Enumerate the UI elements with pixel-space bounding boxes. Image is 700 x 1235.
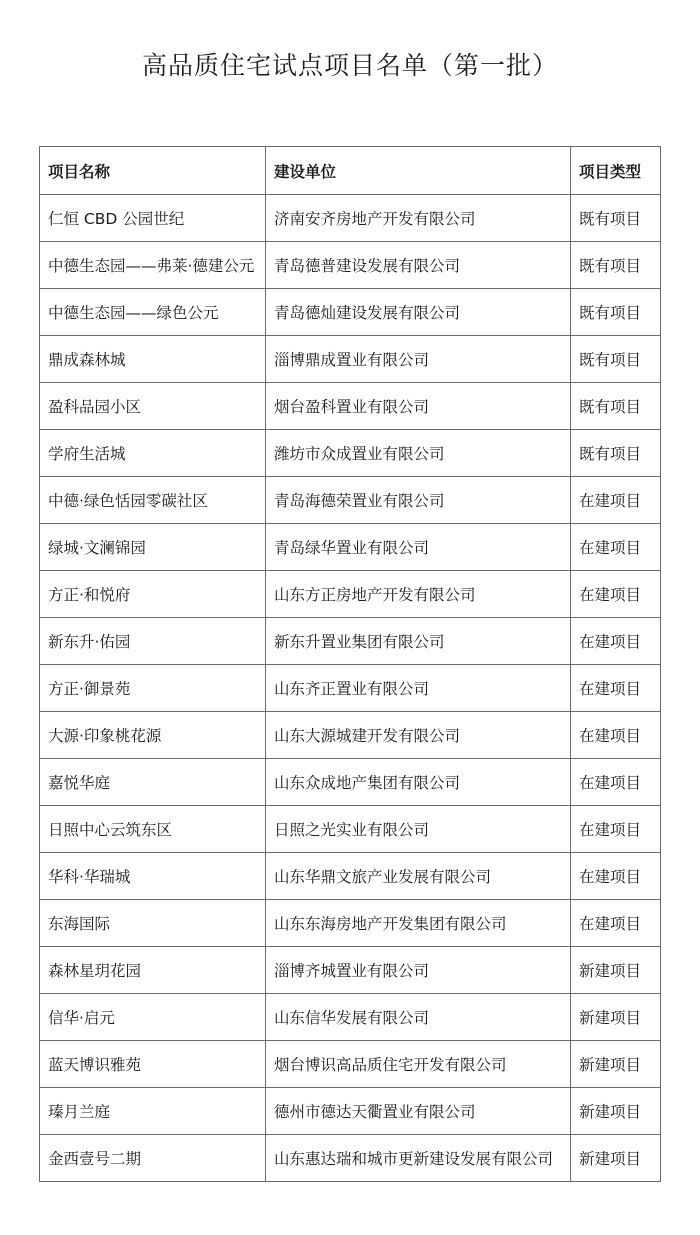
table-row	[40, 1041, 661, 1088]
cell-project-type: 新建项目	[571, 947, 661, 994]
table-row	[40, 289, 661, 336]
table-row	[40, 524, 661, 571]
cell-developer: 山东信华发展有限公司	[266, 994, 571, 1041]
cell-project-type: 在建项目	[571, 477, 661, 524]
table-row	[40, 806, 661, 853]
cell-developer: 淄博鼎成置业有限公司	[266, 336, 571, 383]
cell-project-name: 绿城·文澜锦园	[40, 524, 266, 571]
cell-developer: 山东惠达瑞和城市更新建设发展有限公司	[266, 1135, 571, 1182]
cell-developer: 山东方正房地产开发有限公司	[266, 571, 571, 618]
cell-project-name: 日照中心云筑东区	[40, 806, 266, 853]
cell-project-name: 金西壹号二期	[40, 1135, 266, 1182]
cell-developer: 日照之光实业有限公司	[266, 806, 571, 853]
cell-project-type: 新建项目	[571, 1088, 661, 1135]
cell-developer: 山东齐正置业有限公司	[266, 665, 571, 712]
cell-project-name: 方正·和悦府	[40, 571, 266, 618]
cell-project-name: 华科·华瑞城	[40, 853, 266, 900]
cell-developer: 新东升置业集团有限公司	[266, 618, 571, 665]
cell-project-type: 既有项目	[571, 242, 661, 289]
cell-project-name: 学府生活城	[40, 430, 266, 477]
cell-project-type: 新建项目	[571, 994, 661, 1041]
cell-project-type: 在建项目	[571, 524, 661, 571]
cell-project-type: 既有项目	[571, 430, 661, 477]
cell-developer: 山东华鼎文旅产业发展有限公司	[266, 853, 571, 900]
cell-project-type: 在建项目	[571, 900, 661, 947]
table-row	[40, 900, 661, 947]
table-header-row	[40, 147, 661, 195]
cell-project-name: 瑧月兰庭	[40, 1088, 266, 1135]
cell-project-type: 在建项目	[571, 665, 661, 712]
cell-developer: 青岛德灿建设发展有限公司	[266, 289, 571, 336]
cell-developer: 青岛绿华置业有限公司	[266, 524, 571, 571]
cell-project-name: 盈科品园小区	[40, 383, 266, 430]
table-row	[40, 665, 661, 712]
cell-developer: 淄博齐城置业有限公司	[266, 947, 571, 994]
cell-project-name: 新东升·佑园	[40, 618, 266, 665]
cell-project-type: 在建项目	[571, 806, 661, 853]
table-row	[40, 571, 661, 618]
table-row	[40, 712, 661, 759]
cell-project-name: 蓝天博识雅苑	[40, 1041, 266, 1088]
table-row	[40, 759, 661, 806]
page-title: 高品质住宅试点项目名单（第一批）	[141, 51, 558, 80]
cell-developer: 山东东海房地产开发集团有限公司	[266, 900, 571, 947]
cell-developer: 烟台盈科置业有限公司	[266, 383, 571, 430]
cell-project-name: 仁恒 CBD 公园世纪	[40, 195, 266, 242]
cell-project-type: 既有项目	[571, 383, 661, 430]
header-developer: 建设单位	[266, 147, 571, 195]
cell-project-name: 嘉悦华庭	[40, 759, 266, 806]
table-row	[40, 853, 661, 900]
cell-project-type: 既有项目	[571, 336, 661, 383]
cell-project-type: 既有项目	[571, 289, 661, 336]
cell-developer: 青岛德普建设发展有限公司	[266, 242, 571, 289]
cell-project-type: 在建项目	[571, 853, 661, 900]
cell-project-name: 信华·启元	[40, 994, 266, 1041]
cell-project-type: 在建项目	[571, 618, 661, 665]
cell-project-type: 新建项目	[571, 1041, 661, 1088]
cell-project-type: 在建项目	[571, 712, 661, 759]
cell-project-name: 中德生态园——弗莱·德建公元	[40, 242, 266, 289]
table-row	[40, 1135, 661, 1182]
cell-project-type: 在建项目	[571, 571, 661, 618]
cell-project-name: 大源·印象桃花源	[40, 712, 266, 759]
cell-project-name: 中德·绿色恬园零碳社区	[40, 477, 266, 524]
table-row	[40, 430, 661, 477]
table-row	[40, 195, 661, 242]
table-row	[40, 994, 661, 1041]
cell-project-type: 既有项目	[571, 195, 661, 242]
table-row	[40, 383, 661, 430]
cell-developer: 山东大源城建开发有限公司	[266, 712, 571, 759]
cell-developer: 德州市德达天衢置业有限公司	[266, 1088, 571, 1135]
cell-developer: 济南安齐房地产开发有限公司	[266, 195, 571, 242]
table-row	[40, 242, 661, 289]
cell-project-name: 东海国际	[40, 900, 266, 947]
header-project-type: 项目类型	[571, 147, 661, 195]
table-row	[40, 336, 661, 383]
cell-project-name: 森林星玥花园	[40, 947, 266, 994]
table-row	[40, 477, 661, 524]
cell-project-name: 中德生态园——绿色公元	[40, 289, 266, 336]
cell-project-type: 在建项目	[571, 759, 661, 806]
cell-developer: 潍坊市众成置业有限公司	[266, 430, 571, 477]
table-row	[40, 1088, 661, 1135]
cell-project-name: 鼎成森林城	[40, 336, 266, 383]
cell-developer: 烟台博识高品质住宅开发有限公司	[266, 1041, 571, 1088]
cell-project-type: 新建项目	[571, 1135, 661, 1182]
cell-developer: 山东众成地产集团有限公司	[266, 759, 571, 806]
project-table	[39, 146, 661, 1182]
table-row	[40, 618, 661, 665]
cell-project-name: 方正·御景苑	[40, 665, 266, 712]
cell-developer: 青岛海德荣置业有限公司	[266, 477, 571, 524]
header-project-name: 项目名称	[40, 147, 266, 195]
table-row	[40, 947, 661, 994]
